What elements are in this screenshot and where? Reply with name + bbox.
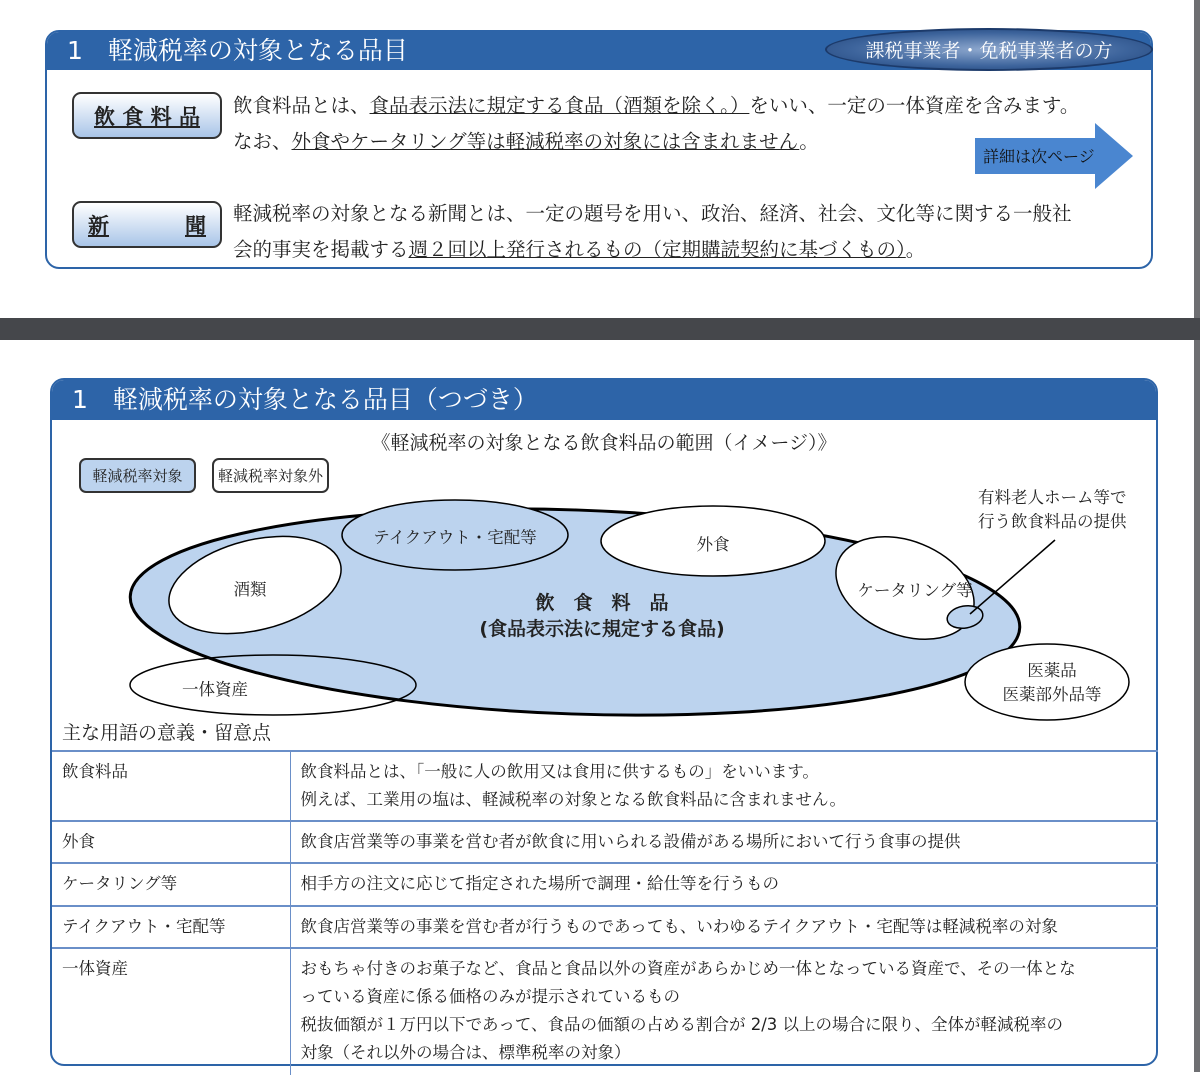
nursing-home-label-2: 行う飲食料品の提供: [978, 512, 1127, 531]
description-line: 飲食店営業等の事業を営む者が飲食に用いられる設備がある場所において行う食事の提供: [300, 832, 961, 851]
nursing-home-label-1: 有料老人ホーム等で: [978, 488, 1127, 507]
takeout-label: テイクアウト・宅配等: [373, 528, 537, 547]
section-title: 1 軽減税率の対象となる品目（つづき）: [52, 380, 1156, 420]
underlined-text: 週２回以上発行されるもの（定期購読契約に基づくもの）: [408, 238, 906, 261]
terms-row: [52, 863, 1158, 906]
diagram-title: 《軽減税率の対象となる飲食料品の範囲（イメージ）》: [371, 432, 837, 454]
text: なお、: [233, 130, 292, 153]
nursing-home-pointer: [970, 540, 1055, 614]
terms-row: [52, 751, 1158, 821]
terms-heading: 主な用語の意義・留意点: [62, 722, 272, 744]
description-cell: [290, 906, 1158, 948]
term-cell: 外食: [52, 821, 290, 863]
description-line: 飲食料品とは、「一般に人の飲用又は食用に供するもの」をいいます。: [300, 762, 819, 781]
terms-row: [52, 821, 1158, 863]
text: 。: [905, 238, 926, 261]
eating-out-label: 外食: [696, 535, 730, 554]
catering-label: ケータリング等: [857, 581, 973, 600]
description-cell: [290, 751, 1158, 821]
text: 。: [799, 130, 819, 153]
term-cell: テイクアウト・宅配等: [52, 906, 290, 948]
term-cell: 飲食料品: [52, 751, 290, 821]
underlined-text: 外食やケータリング等は軽減税率の対象には含まれません: [291, 130, 800, 153]
text: をいい、一定の一体資産を含みます。: [749, 94, 1080, 117]
description-line: おもちゃ付きのお菓子など、食品と食品以外の資産があらかじめ一体となっている資産で、その一体とな: [300, 959, 1076, 978]
description-cell: [290, 821, 1158, 863]
legend-text: 軽減税率対象外: [217, 467, 323, 485]
description-cell: [290, 863, 1158, 906]
terms-table: [52, 750, 1158, 1075]
label-char: 聞: [185, 213, 206, 238]
alcohol-label: 酒類: [233, 580, 267, 599]
term-cell: ケータリング等: [52, 863, 290, 906]
terms-row: [52, 948, 1158, 1075]
audience-badge-text: 課税事業者・免税事業者の方: [865, 40, 1113, 62]
description-line: 例えば、工業用の塩は、軽減税率の対象となる飲食料品に含まれません。: [300, 790, 846, 809]
description-line: っている資産に係る価格のみが提示されているもの: [300, 987, 680, 1006]
description-line: 対象（それ以外の場合は、標準税率の対象）: [300, 1043, 631, 1062]
food-main-label: 飲 食 料 品: [535, 592, 669, 614]
label-char: 新: [88, 213, 109, 238]
text: 飲食料品とは、: [233, 94, 370, 117]
text: 会的事実を掲載する: [233, 238, 409, 261]
description-line: 税抜価額が１万円以下であって、食品の価額の占める割合が 2/3 以上の場合に限り、全体が軽減税率の: [300, 1015, 1064, 1034]
legend-text: 軽減税率対象: [92, 467, 183, 485]
medicine-label-1: 医薬品: [1027, 661, 1077, 680]
description-line: 飲食店営業等の事業を営む者が行うものであっても、いわゆるテイクアウト・宅配等は軽減税率の対象: [300, 917, 1058, 936]
next-page-text: 詳細は次ページ: [983, 147, 1095, 166]
food-main-sublabel: (食品表示法に規定する食品): [479, 618, 725, 640]
bundled-label: 一体資産: [182, 680, 248, 699]
section-title: 1 軽減税率の対象となる品目: [47, 32, 1151, 70]
food-label-text: 飲 食 料 品: [94, 104, 200, 129]
description-cell: [290, 948, 1158, 1075]
terms-row: [52, 906, 1158, 948]
underlined-text: 食品表示法に規定する食品（酒類を除く。）: [369, 94, 750, 117]
medicine-label-2: 医薬部外品等: [1002, 685, 1102, 704]
newspaper-definition-line1: 軽減税率の対象となる新聞とは、一定の題号を用い、政治、経済、社会、文化等に関する一般社: [233, 202, 1072, 225]
term-cell: 一体資産: [52, 948, 290, 1075]
description-line: 相手方の注文に応じて指定された場所で調理・給仕等を行うもの: [300, 874, 779, 893]
